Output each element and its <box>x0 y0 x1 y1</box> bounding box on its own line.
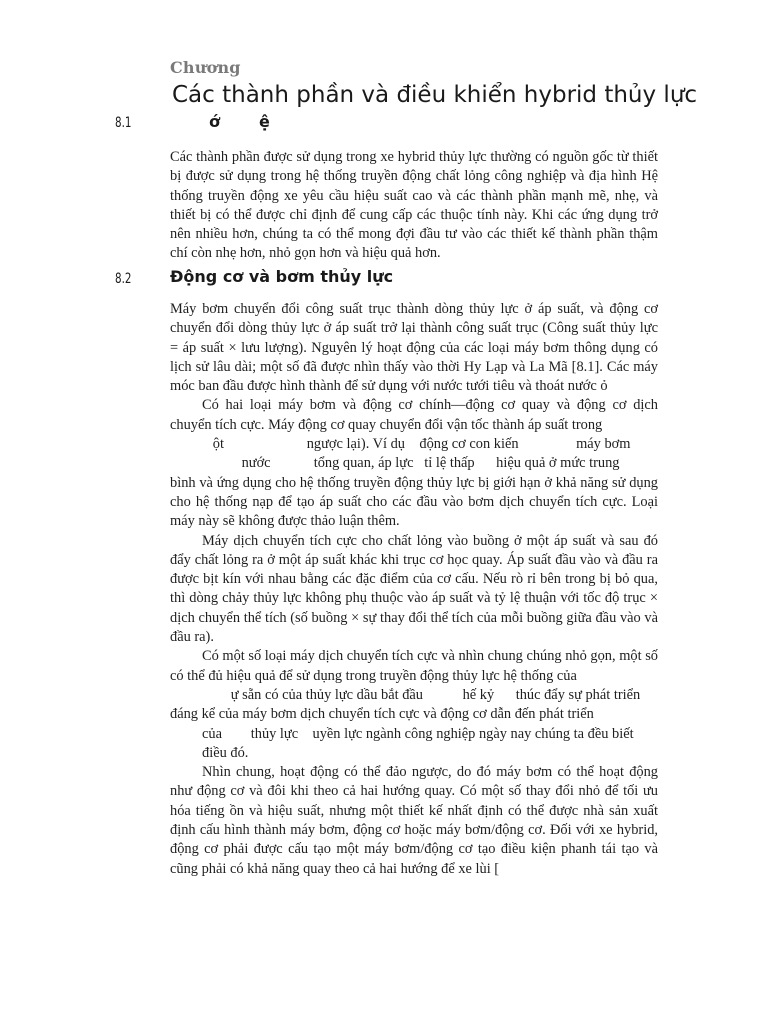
section-number-8-2: 8.2 <box>115 271 132 287</box>
paragraph-fragment-line: điều đó. <box>202 744 249 761</box>
paragraph-fragment-line: ự sẵn có của thủy lực dầu bắt đầu hế kỷ thúc đẩy sự phát triển <box>202 686 641 703</box>
paragraph: Máy dịch chuyển tích cực cho chất lỏng vào buồng ở một áp suất và sau đó đẩy chất lỏng ra ở một áp suất khác khi trục cơ học quay. Áp suất đầu vào và đầu ra được bịt kín với nhau bằng các đặc điểm của cơ cấu. Nếu rò rỉ bên trong bị bỏ qua, thì dòng chảy thủy lực không phụ thuộc vào áp suất và tỷ lệ thuận với tốc độ trục × dịch chuyển thể tích (số buồng × sự thay đổi thể tích của mỗi buồng giữa đầu vào và đầu ra). <box>170 532 658 646</box>
paragraph: Máy bơm chuyển đổi công suất trục thành dòng thủy lực ở áp suất, và động cơ chuyển đổi dòng thủy lực ở áp suất trở lại thành công suất trục (Công suất thủy lực = áp suất × lưu lượng). Nguyên lý hoạt động của các loại máy bơm thông dụng có lịch sử lâu dài; một số đã được nhìn thấy vào thời Hy Lạp và La Mã [8.1]. Các máy móc ban đầu được hình thành để sử dụng với nước tưới tiêu và thoát nước ỏ <box>170 301 658 395</box>
paragraph-fragment-line: nước tổng quan, áp lực tỉ lệ thấp hiệu quả ở mức trung <box>202 455 620 472</box>
paragraph-fragment-line: ột ngược lại). Ví dụ động cơ con kiến máy bơm <box>202 436 631 453</box>
paragraph: Các thành phần được sử dụng trong xe hybrid thủy lực thường có nguồn gốc từ thiết bị được sử dụng trong hệ thống truyền động chất lỏng công nghiệp và địa hình Hệ thống truyền động xe yêu cầu hiệu suất cao và các thành phần mạnh mẽ, nhẹ, và thiết bị có thể được chỉ định để cung cấp các thuộc tính này. Khi các ứng dụng trở nên nhiều hơn, chúng ta có thể mong đợi đầu tư vào các thiết kế thành phần thậm chí còn nhẹ hơn, nhỏ gọn hơn và hiệu quả hơn. <box>170 149 658 262</box>
section-title-8-1: ớ ệ <box>170 112 270 131</box>
paragraph-text: Có hai loại máy bơm và động cơ chính—động cơ quay và động cơ dịch chuyển tích cực. Máy động cơ quay chuyển đổi vận tốc thành áp suất trong <box>170 397 658 433</box>
paragraph-fragment-line: của thủy lực uyền lực ngành công nghiệp ngày nay chúng ta đều biết <box>202 725 634 742</box>
section-title-8-2: Động cơ và bơm thủy lực <box>170 267 394 286</box>
paragraph: Nhìn chung, hoạt động có thể đảo ngược, do đó máy bơm có thể hoạt động như động cơ và đôi khi theo cả hai hướng quay. Có một số thay đổi nhỏ để tối ưu hóa tiếng ồn và hiệu suất, nhưng một thiết kế nhất định có thể được nhà sản xuất định cấu hình thành máy bơm, động cơ hoặc máy bơm/động cơ. Đối với xe hybrid, động cơ phải được cấu tạo một máy bơm/động cơ tạo điều kiện phanh tái tạo và cũng phải có khả năng quay theo cả hai hướng để xe lùi [ <box>170 764 658 877</box>
section-8-1-body <box>170 148 658 264</box>
chapter-kicker: Chương <box>170 58 241 77</box>
paragraph <box>170 647 658 763</box>
paragraph-text: đáng kể của máy bơm dịch chuyển tích cực và động cơ dẫn đến phát triển <box>170 706 594 723</box>
section-8-2-body <box>170 300 658 879</box>
section-number-8-1: 8.1 <box>115 115 132 131</box>
paragraph-text: bình và ứng dụng cho hệ thống truyền động thủy lực bị giới hạn ở khả năng sử dụng cho hệ thống nạp để tạo áp suất cho các đầu vào bơm dịch chuyển tích cực. Loại máy này sẽ không được thảo luận thêm. <box>170 474 658 530</box>
paragraph <box>170 396 658 531</box>
chapter-title: Các thành phần và điều khiển hybrid thủy lực <box>172 82 698 108</box>
paragraph-text: Có một số loại máy dịch chuyển tích cực và nhìn chung chúng nhỏ gọn, một số có thể đủ hiệu quả để sử dụng trong truyền động thủy lực hệ thống của <box>170 648 658 684</box>
